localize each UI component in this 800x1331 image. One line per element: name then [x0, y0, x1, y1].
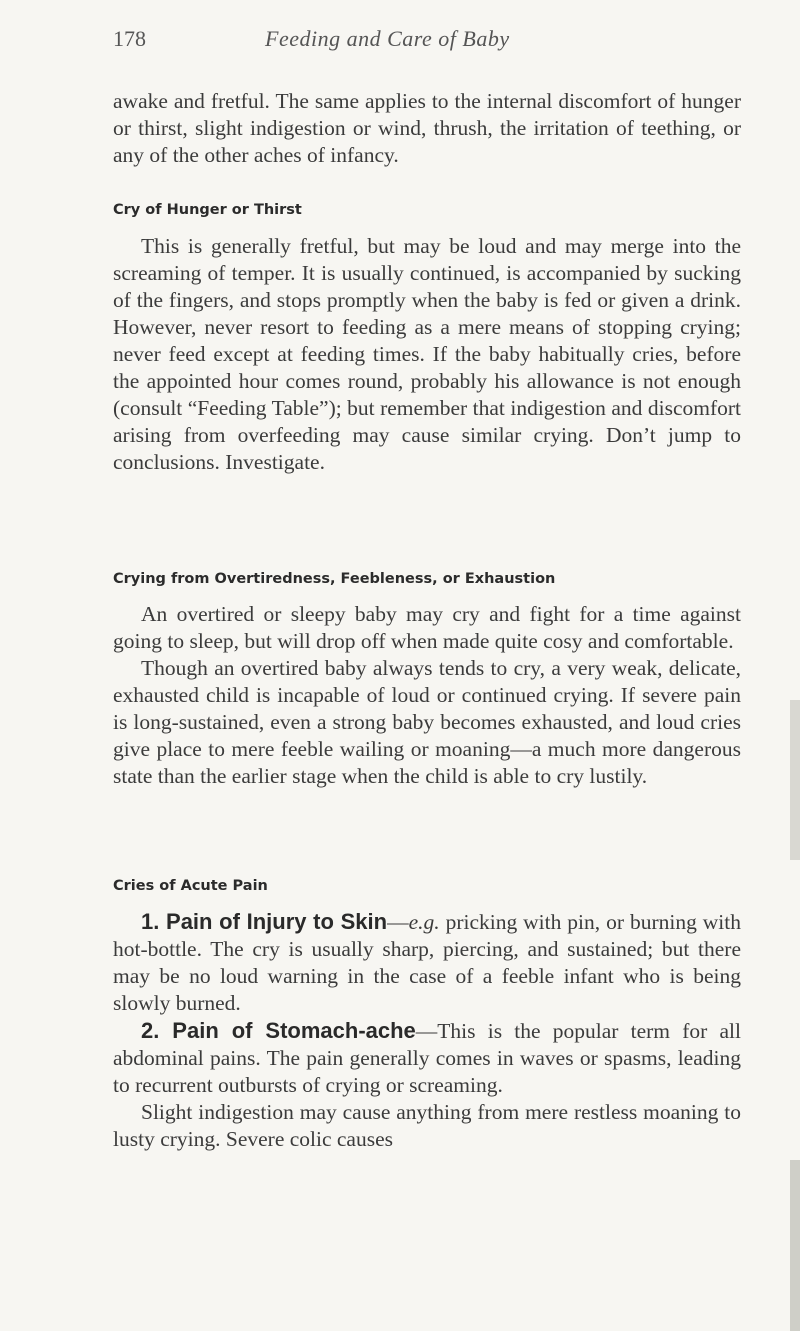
paragraph: An overtired or sleepy baby may cry and fight for a time against going to sleep, but will drop off when made quite cosy and comfortable.: [113, 602, 741, 653]
section-hunger: [113, 197, 741, 476]
scan-edge-mark: [790, 700, 800, 860]
paragraph: This is generally fretful, but may be loud and may merge into the screaming of temper. It is usually continued, is accompanied by sucking of the fingers, and stops promptly when the baby is fed or given a drink. However, never resort to feeding as a mere means of stopping crying; never feed except at feeding times. If the baby habitually cries, before the appointed hour comes round, probably his allowance is not enough (consult “Feeding Table”); but remember that indigestion and discomfort arising from overfeeding may cause similar crying. Don’t jump to conclusions. Investigate.: [113, 234, 741, 474]
section-overtired: [113, 566, 741, 790]
page-header: [113, 26, 733, 56]
item-title: 1. Pain of Injury to Skin: [141, 909, 388, 934]
section-heading: Cries of Acute Pain: [113, 878, 268, 894]
section-pain: [113, 873, 741, 1153]
paragraph: Though an overtired baby always tends to cry, a very weak, delicate, exhausted child is incapable of loud or continued crying. If severe pain is long-sustained, even a strong baby becomes exhausted, and loud cries give place to mere feeble wailing or moaning—a much more dangerous state than the earlier stage when the child is able to cry lustily.: [113, 656, 741, 788]
section-heading: Cry of Hunger or Thirst: [113, 202, 302, 218]
list-item: 1. Pain of Injury to Skin—e.g. pricking with pin, or burning with hot-bottle. The cry is usually sharp, piercing, and sustained; but there may be no loud warning in the case of a feeble infant who is being slowly burned.: [113, 909, 741, 1015]
scan-edge-mark: [790, 1160, 800, 1331]
page-number: 178: [113, 26, 146, 51]
running-title: Feeding and Care of Baby: [265, 26, 510, 51]
list-item: 2. Pain of Stomach-ache—This is the popular term for all abdominal pains. The pain generally comes in waves or spasms, leading to recurrent outbursts of crying or screaming.: [113, 1018, 742, 1097]
section-heading: Crying from Overtiredness, Feebleness, or Exhaustion: [113, 571, 556, 587]
paragraph: Slight indigestion may cause anything from mere restless moaning to lusty crying. Severe colic causes: [113, 1100, 741, 1151]
item-title: 2. Pain of Stomach-ache: [141, 1018, 416, 1043]
body-text: [113, 88, 741, 169]
paragraph: awake and fretful. The same applies to the internal discomfort of hunger or thirst, slight indigestion or wind, thrush, the irritation of teething, or any of the other aches of infancy.: [113, 89, 741, 167]
